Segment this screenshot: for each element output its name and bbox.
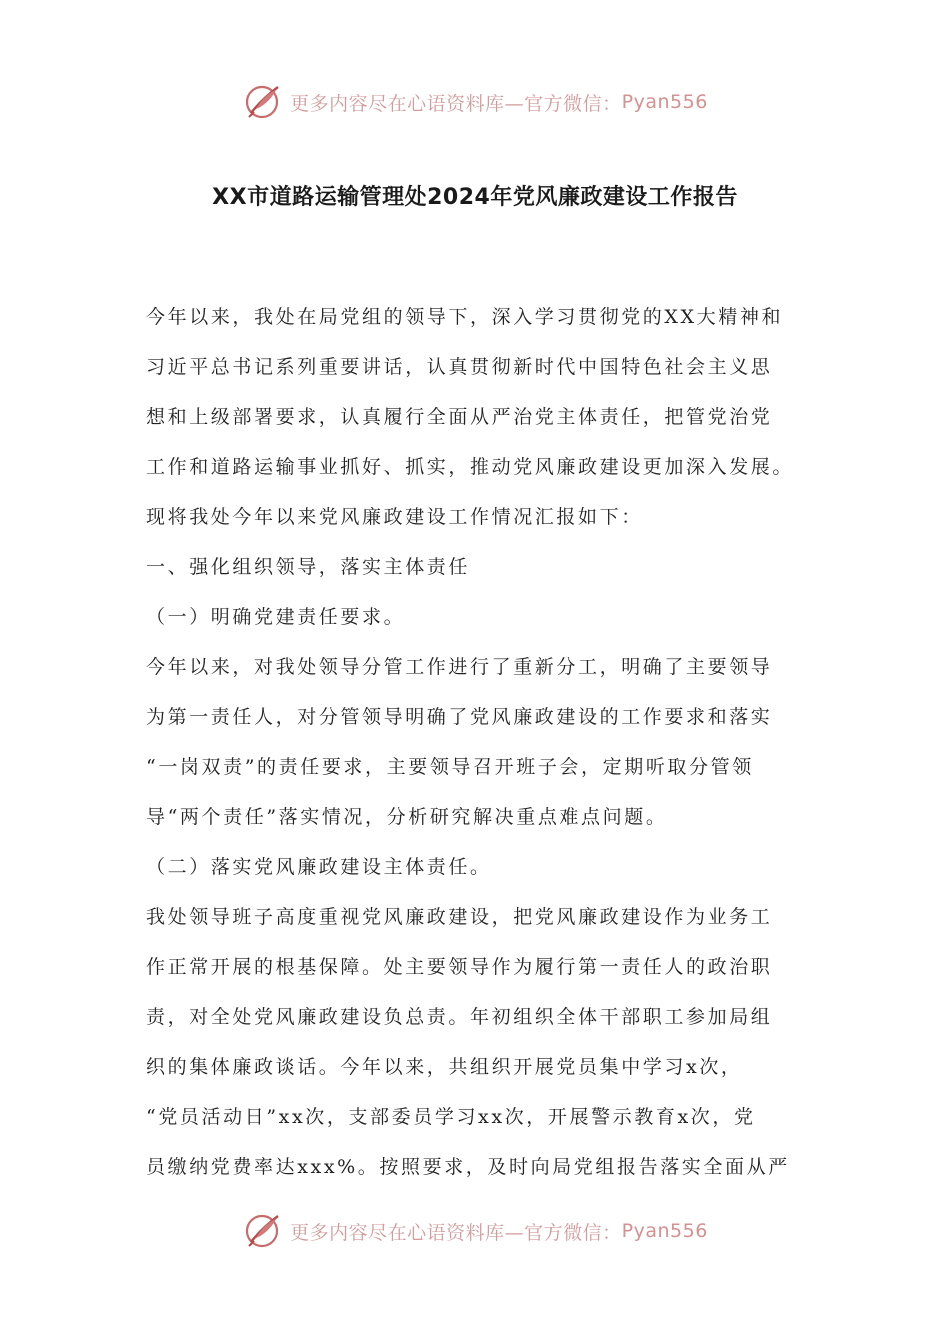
body-line: 工作和道路运输事业抓好、抓实，推动党风廉政建设更加深入发展。 — [146, 456, 795, 478]
watermark-footer — [0, 1211, 950, 1251]
body-line: 为第一责任人，对分管领导明确了党风廉政建设的工作要求和落实 — [146, 706, 773, 728]
document-body — [146, 292, 826, 1192]
watermark-text: 更多内容尽在心语资料库—官方微信： — [290, 92, 622, 115]
quill-logo-icon — [242, 82, 282, 122]
body-line: 作正常开展的根基保障。处主要领导作为履行第一责任人的政治职 — [146, 956, 773, 978]
body-line: 导“两个责任”落实情况，分析研究解决重点难点问题。 — [146, 806, 668, 828]
body-line: “一岗双责”的责任要求，主要领导召开班子会，定期听取分管领 — [146, 756, 754, 778]
body-line: 习近平总书记系列重要讲话，认真贯彻新时代中国特色社会主义思 — [146, 356, 773, 378]
watermark-header — [0, 82, 950, 122]
body-line: 我处领导班子高度重视党风廉政建设，把党风廉政建设作为业务工 — [146, 906, 773, 928]
body-line: 现将我处今年以来党风廉政建设工作情况汇报如下： — [146, 506, 643, 528]
body-line: 想和上级部署要求，认真履行全面从严治党主体责任，把管党治党 — [146, 406, 773, 428]
quill-logo-icon — [242, 1211, 282, 1251]
subsection-heading: （二）落实党风廉政建设主体责任。 — [146, 856, 492, 878]
body-line: 今年以来，我处在局党组的领导下，深入学习贯彻党的XX大精神和 — [146, 306, 784, 328]
subsection-heading: （一）明确党建责任要求。 — [146, 606, 406, 628]
body-line: 员缴纳党费率达xxx%。按照要求，及时向局党组报告落实全面从严 — [146, 1156, 790, 1178]
body-line: 今年以来，对我处领导分管工作进行了重新分工，明确了主要领导 — [146, 656, 773, 678]
watermark-text: 更多内容尽在心语资料库—官方微信： — [290, 1221, 622, 1244]
watermark-wechat-id: Pyan556 — [621, 1220, 708, 1242]
body-line: “党员活动日”xx次，支部委员学习xx次，开展警示教育x次，党 — [146, 1106, 756, 1128]
body-line: 织的集体廉政谈话。今年以来，共组织开展党员集中学习x次， — [146, 1056, 743, 1078]
body-line: 责，对全处党风廉政建设负总责。年初组织全体干部职工参加局组 — [146, 1006, 773, 1028]
section-heading: 一、强化组织领导，落实主体责任 — [146, 556, 471, 578]
document-title: XX市道路运输管理处2024年党风廉政建设工作报告 — [212, 185, 738, 210]
watermark-wechat-id: Pyan556 — [621, 91, 708, 113]
